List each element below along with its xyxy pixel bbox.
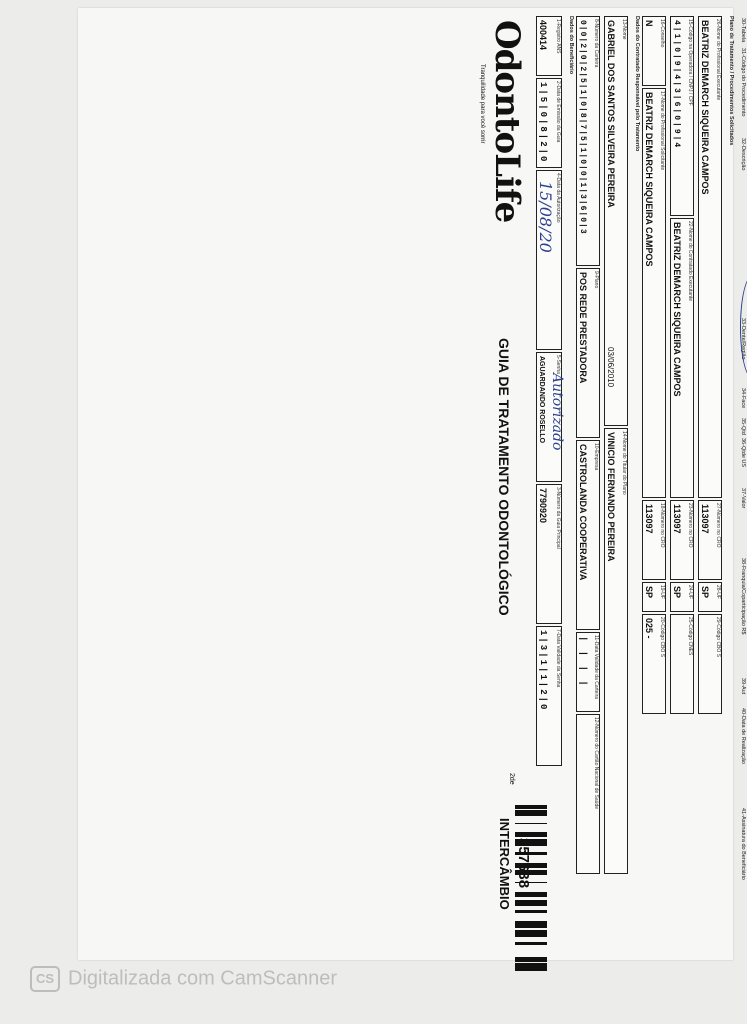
field-plano: 9-Plano POS REDE PRESTADORA xyxy=(576,268,600,438)
intercambio-label: INTERCÂMBIO xyxy=(497,818,512,910)
procedure-header: 32-Descrição xyxy=(740,138,746,171)
barcode-bar xyxy=(515,963,547,965)
procedure-header: 41-Assinatura do Beneficiário xyxy=(740,808,746,880)
barcode-bar xyxy=(515,843,547,846)
field-data-emissao: 2-Data de Emissão da Guia 1|5|0|8|2|0 xyxy=(536,78,562,168)
barcode-bar xyxy=(515,934,547,937)
field-numero-carteira: 8-Número da Carteira 0|0|2|0|2|5|1|0|8|7|5|1|0|0|1|3|6|0|3 xyxy=(576,16,600,266)
field-empresa: 10-Empresa CASTROLANDA COOPERATIVA xyxy=(576,440,600,630)
rotated-form xyxy=(462,8,747,1008)
procedure-header: 31-Código do Procedimento xyxy=(740,48,746,117)
field-guia-principal: 3-Número da Guia Principal 7790920 xyxy=(536,484,562,624)
barcode-bar xyxy=(515,957,547,959)
field-profissional-executante: 26-Nome do Profissional Executante BEATRIZ DEMARCH SIQUEIRA CAMPOS xyxy=(698,16,722,498)
procedure-header: 36-Qtde US xyxy=(740,438,746,468)
barcode-bar xyxy=(515,923,547,925)
barcode-bar xyxy=(515,959,547,961)
barcode-bar xyxy=(515,895,547,897)
barcode-bar xyxy=(515,813,547,815)
field-uf-solicitante: 19-UF SP xyxy=(642,582,666,612)
field-cro-solicitante: 18-Número no CRO 113097 xyxy=(642,500,666,580)
field-tipo-solicitante: 16-Conselho N xyxy=(642,16,666,86)
barcode-bar xyxy=(515,807,547,809)
barcode-bar xyxy=(515,966,547,968)
barcode-bar xyxy=(515,902,547,903)
field-cro-executante: 27-Número no CRO 113097 xyxy=(698,500,722,580)
field-validade-senha: 7-Data Validade da Senha 1|3|1|1|2|0 xyxy=(536,626,562,766)
barcode-bar xyxy=(515,836,547,837)
barcode-bar xyxy=(515,823,547,824)
procedure-headers xyxy=(736,16,746,971)
field-cro-contratado: 23-Número no CRO 113097 xyxy=(670,500,694,580)
barcode-bar xyxy=(515,870,547,871)
field-senha: 5-Senha AGUARDANDO ROSELLO Autorizado xyxy=(536,352,562,482)
field-codigo-operadora: 15-Código na Operadora / CNPJ / CPF 4|1|0|9|4|3|6|0|9|4 xyxy=(670,16,694,216)
barcode-bar xyxy=(515,842,547,843)
handwritten-authorization: Autorizado xyxy=(549,373,565,451)
barcode-bar xyxy=(515,832,547,833)
brand-logo: OdontoLife xyxy=(487,20,527,223)
field-cbo-executante: 29-Código CBO S xyxy=(698,614,722,714)
procedure-header: 33-Dente/Região xyxy=(740,318,746,360)
field-uf-contratado: 24-UF SP xyxy=(670,582,694,612)
barcode-bar xyxy=(515,841,547,842)
document-title: GUIA DE TRATAMENTO ODONTOLÓGICO xyxy=(496,338,512,616)
barcode-bar xyxy=(515,874,547,875)
procedure-header: 38-Franquia/Coparticipação R$ xyxy=(740,558,746,635)
barcode-bar xyxy=(515,921,547,923)
barcode-bar xyxy=(515,815,547,816)
barcode-bar xyxy=(515,932,547,933)
field-validade-carteira: 11-Data Validade da Carteira | | | | xyxy=(576,632,600,712)
procedure-header: 37-Valor xyxy=(740,488,746,509)
barcode-bar xyxy=(515,811,547,813)
barcode-icon xyxy=(515,805,547,975)
procedure-header: 34-Face xyxy=(740,388,746,409)
field-nome-beneficiario: 13-Nome GABRIEL DOS SANTOS SILVEIRA PEREIRA 03/06/2010 xyxy=(604,16,628,426)
barcode-bar xyxy=(515,903,547,904)
barcode-bar xyxy=(515,925,547,928)
camscanner-watermark xyxy=(30,966,337,992)
field-nome-contratado: 22-Nome do Contratado Executante BEATRIZ DEMARCH SIQUEIRA CAMPOS xyxy=(670,218,694,498)
barcode-bar xyxy=(515,893,547,895)
barcode-bar xyxy=(515,864,547,865)
procedure-header: 40-Data de Realização xyxy=(740,708,746,764)
barcode-bar xyxy=(515,810,547,811)
field-cnes: 25-Código CNES xyxy=(670,614,694,714)
brand-tagline: Tranquilidade para você sorrir xyxy=(479,64,485,144)
barcode-bar xyxy=(515,833,547,836)
field-cartao-nacional: 12-Número do Cartão Nacional de Saúde xyxy=(576,714,600,874)
barcode-bar xyxy=(515,805,547,807)
barcode-bar xyxy=(515,968,547,971)
barcode-bar xyxy=(515,865,547,868)
field-cbo-solicitante: 20-Código CBO S 025 - xyxy=(642,614,666,714)
field-registro-ans: 1-Registro ANS 400414 xyxy=(536,16,562,76)
field-data-autorizacao: 4-Data da Autorização 15/08/20 xyxy=(536,170,562,350)
watermark-text: Digitalizada com CamScanner xyxy=(68,967,338,990)
barcode-bar xyxy=(515,892,547,893)
field-profissional-solicitante: 17-Nome do Profissional Solicitante BEATRIZ DEMARCH SIQUEIRA CAMPOS xyxy=(642,88,666,498)
procedure-header: 35-Qtd xyxy=(740,418,746,435)
section-contratado: Dados do Contratado Responsável pelo Tratamento xyxy=(634,16,640,152)
barcode-bar xyxy=(515,933,547,934)
camscanner-icon: CS xyxy=(30,966,60,992)
barcode-bar xyxy=(515,930,547,932)
section-beneficiario: Dados do Beneficiário xyxy=(568,16,574,75)
barcode-bar xyxy=(515,852,547,855)
page-reference: 2de xyxy=(508,773,515,785)
barcode-bar xyxy=(515,942,547,945)
barcode-bar xyxy=(515,871,547,873)
barcode-bar xyxy=(515,839,547,841)
barcode-bar xyxy=(515,910,547,913)
procedure-header: 30-Tabela xyxy=(740,18,746,43)
barcode-bar xyxy=(515,904,547,906)
field-nome-titular: 14-Nome do Titular do Plano VINICIO FERNANDO PEREIRA xyxy=(604,428,628,874)
section-procedimentos: Plano de Tratamento / Procedimentos Solicitados xyxy=(728,16,734,146)
barcode-bar xyxy=(515,882,547,883)
barcode-bar xyxy=(515,965,547,966)
barcode-bar xyxy=(515,863,547,864)
procedure-header: 39-Aut xyxy=(740,678,746,695)
field-uf-executante: 28-UF SP xyxy=(698,582,722,612)
barcode-bar xyxy=(515,961,547,962)
scanned-paper xyxy=(78,8,746,960)
barcode-bar xyxy=(515,900,547,902)
barcode-bar xyxy=(515,873,547,874)
